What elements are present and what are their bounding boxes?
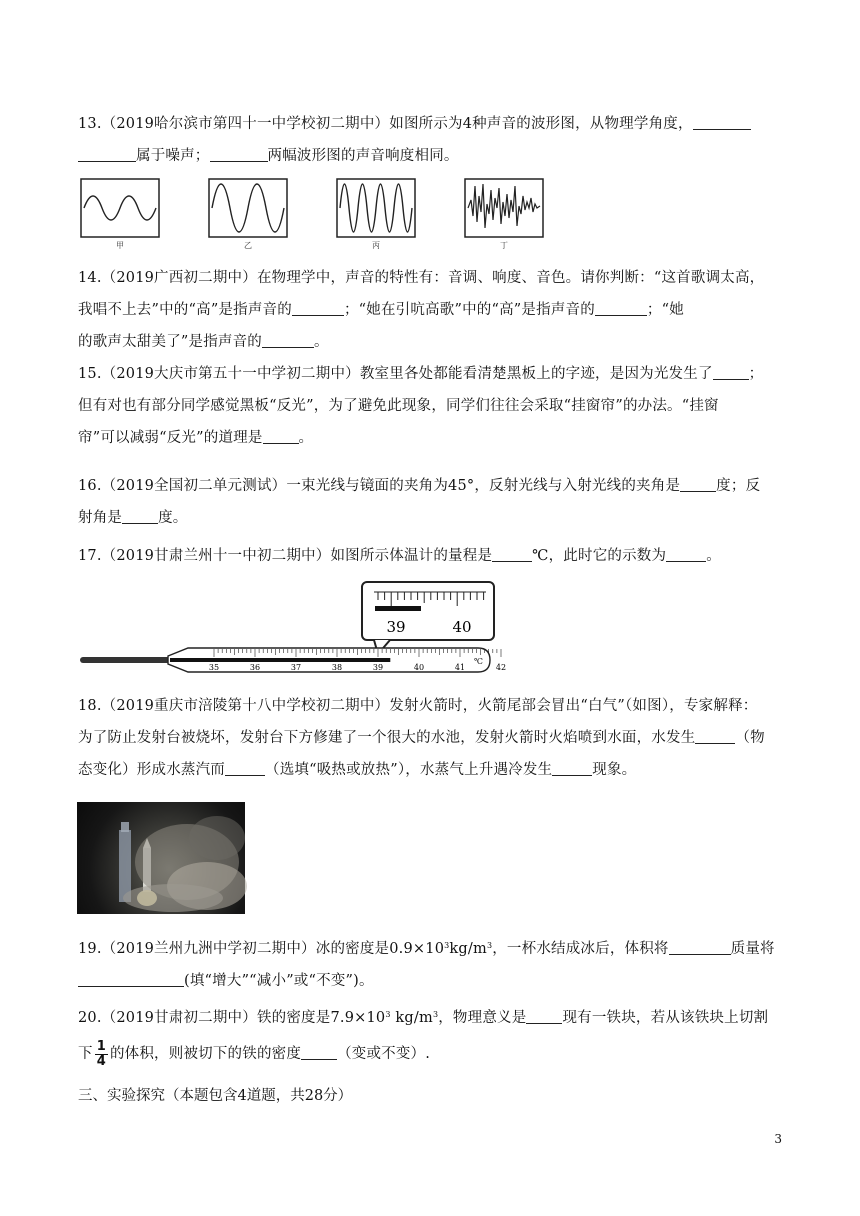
page-number: 3 — [774, 1132, 782, 1146]
q14-text: ；“她 — [646, 302, 684, 318]
q13-text: 13.（2019哈尔滨市第四十一中学校初二期中）如图所示为4种声音的波形图，从物理学角度， — [78, 116, 693, 132]
waveform-ding — [464, 178, 544, 256]
waveform-label: 丁 — [500, 241, 508, 250]
answer-blank[interactable] — [669, 938, 731, 955]
q19-text: (填“增大”“减小”或“不变”)。 — [184, 973, 374, 989]
q20-text: 现有一铁块，若从该铁块上切割 — [562, 1010, 769, 1026]
answer-blank[interactable] — [666, 545, 706, 562]
section-heading: 三、实验探究（本题包含4道题，共28分） — [78, 1088, 353, 1104]
q16-text: 射角是 — [78, 510, 123, 526]
thermometer-bulb — [80, 657, 170, 663]
q20-text: 的体积，则被切下的铁的密度 — [109, 1046, 302, 1062]
q20-text: （变或不变）. — [337, 1046, 431, 1062]
answer-blank[interactable] — [695, 727, 735, 744]
q16-text: 16.（2019全国初二单元测试）一束光线与镜面的夹角为45°，反射光线与入射光线的夹角是 — [78, 478, 681, 494]
zoom-label-39: 39 — [386, 618, 406, 636]
fraction-denominator: 4 — [96, 1053, 106, 1069]
waveform-label: 甲 — [116, 241, 124, 250]
q16-text: 度。 — [158, 510, 188, 526]
q19-text: 19.（2019兰州九洲中学初二期中）冰的密度是0.9×10 — [78, 941, 445, 957]
answer-blank[interactable] — [713, 363, 749, 380]
q15-text: 15.（2019大庆市第五十一中学初二期中）教室里各处都能看清楚黑板上的字迹，是因为光发生了 — [78, 366, 713, 382]
q18-text: 18.（2019重庆市涪陵第十八中学校初二期中）发射火箭时，火箭尾部会冒出“白气”（如图），专家解释： — [78, 698, 758, 714]
rocket-launch-photo — [77, 802, 245, 914]
q20-text: ，物理意义是 — [438, 1010, 527, 1026]
q19-text: ，一杯水结成冰后，体积将 — [492, 941, 669, 957]
scale-label: 40 — [413, 663, 425, 672]
q14-text: 我唱不上去”中的“高”是指声音的 — [78, 302, 292, 318]
q17-text: ℃，此时它的示数为 — [532, 548, 667, 564]
scale-label: 37 — [290, 663, 302, 672]
q18-text: 为了防止发射台被烧坏，发射台下方修建了一个很大的水池，发射火箭时火焰喷到水面，水发生 — [78, 730, 696, 746]
scale-label: 36 — [249, 663, 261, 672]
question-15 — [78, 358, 778, 454]
answer-blank[interactable] — [263, 427, 299, 444]
question-17 — [78, 540, 778, 572]
waveform-jia — [80, 178, 160, 256]
q15-text: 帘”可以减弱“反光”的道理是 — [78, 430, 263, 446]
unit-label: ℃ — [474, 657, 483, 666]
thermometer-svg — [78, 580, 507, 680]
waveform-label: 乙 — [244, 241, 252, 250]
q15-text: ； — [748, 366, 764, 382]
q20-exponent: 3 — [385, 1010, 391, 1019]
q18-text: （物 — [735, 730, 765, 746]
answer-blank[interactable] — [693, 113, 751, 130]
q14-text: 。 — [314, 334, 329, 350]
scale-label: 35 — [208, 663, 220, 672]
scale-label: 41 — [454, 663, 466, 672]
zoom-mercury — [375, 606, 421, 611]
rocket-launch-illustration — [77, 802, 245, 914]
fraction-one-quarter — [95, 1040, 108, 1069]
question-14 — [78, 262, 778, 358]
q19-text: 质量将 — [730, 941, 775, 957]
question-19 — [78, 930, 778, 997]
q18-text: （选填“吸热或放热”），水蒸气上升遇冷发生 — [265, 762, 553, 778]
q14-text: 14.（2019广西初二期中）在物理学中，声音的特性有：音调、响度、音色。请你判断：“这首歌调太高， — [78, 270, 765, 286]
q18-text: 现象。 — [592, 762, 637, 778]
q13-text: 两幅波形图的声音响度相同。 — [267, 148, 459, 164]
q15-text: 但有对也有部分同学感觉黑板“反光”，为了避免此现象，同学们往往会采取“挂窗帘”的办法。“挂窗 — [78, 398, 719, 414]
waveform-figure — [80, 178, 560, 258]
waveform-label: 丙 — [372, 241, 380, 250]
q17-text: 。 — [706, 548, 721, 564]
answer-blank[interactable] — [262, 331, 314, 348]
answer-blank[interactable] — [301, 1043, 337, 1060]
answer-blank[interactable] — [292, 299, 344, 316]
mercury-column — [190, 658, 390, 662]
thermometer-capillary — [170, 658, 190, 662]
answer-blank[interactable] — [78, 145, 136, 162]
q14-text: ；“她在引吭高歌”中的“高”是指声音的 — [343, 302, 595, 318]
scale-label: 39 — [372, 663, 384, 672]
answer-blank[interactable] — [492, 545, 532, 562]
q19-text: kg/m — [449, 941, 487, 957]
question-20 — [78, 999, 778, 1074]
q20-text: 下 — [78, 1046, 93, 1062]
scale-label: 38 — [331, 663, 343, 672]
answer-blank[interactable] — [225, 759, 265, 776]
q20-exponent: 3 — [432, 1010, 439, 1019]
q16-text: 度；反 — [716, 478, 761, 494]
answer-blank[interactable] — [210, 145, 268, 162]
q13-text: 属于噪声； — [136, 148, 210, 164]
q18-text: 态变化）形成水蒸汽而 — [78, 762, 225, 778]
q17-text: 17.（2019甘肃兰州十一中初二期中）如图所示体温计的量程是 — [78, 548, 493, 564]
q19-exponent: 3 — [444, 941, 450, 950]
q20-text: 20.（2019甘肃初二期中）铁的密度是7.9×10 — [78, 1010, 386, 1026]
question-18 — [78, 690, 778, 786]
scale-label: 42 — [495, 663, 507, 672]
fraction-numerator: 1 — [96, 1038, 106, 1054]
answer-blank[interactable] — [552, 759, 592, 776]
q15-text: 。 — [298, 430, 314, 446]
question-13 — [78, 108, 778, 172]
answer-blank[interactable] — [680, 475, 716, 492]
waveform-yi — [208, 178, 288, 256]
q19-exponent: 3 — [486, 941, 493, 950]
thermometer-figure — [78, 580, 507, 680]
question-16 — [78, 470, 778, 534]
answer-blank[interactable] — [595, 299, 647, 316]
answer-blank[interactable] — [122, 507, 158, 524]
answer-blank[interactable] — [526, 1007, 562, 1024]
waveform-bing — [336, 178, 416, 256]
q14-text: 的歌声太甜美了”是指声音的 — [78, 334, 263, 350]
zoom-label-40: 40 — [452, 618, 472, 636]
answer-blank[interactable] — [78, 970, 184, 987]
q20-text: kg/m — [390, 1010, 433, 1026]
